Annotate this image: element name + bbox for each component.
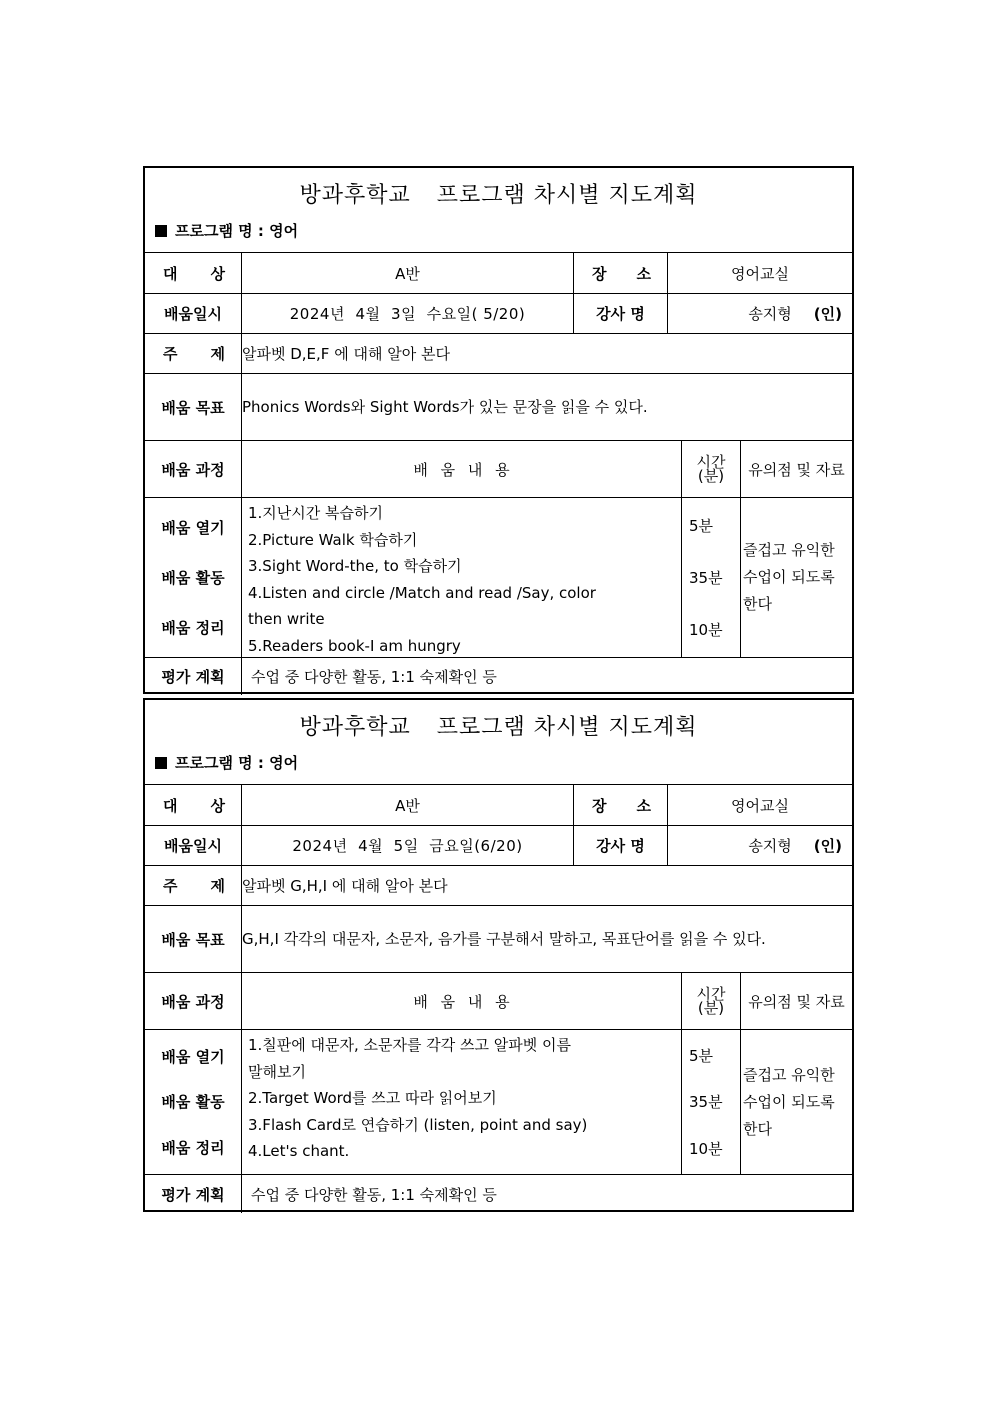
program-name: 프로그램 명 : 영어 [155, 752, 298, 773]
list-item: 말해보기 [248, 1062, 306, 1081]
instructor-name: 송지형 [748, 305, 792, 323]
eval-value: 수업 중 다양한 활동, 1:1 숙제확인 등 [251, 668, 497, 686]
content-header: 배 움 내 용 [413, 460, 510, 479]
instructor-value [667, 826, 852, 865]
list-item: 5.Readers book-I am hungry [248, 636, 461, 655]
program-name: 프로그램 명 : 영어 [155, 220, 298, 241]
stage-open: 배움 열기 [161, 518, 225, 537]
content-header: 배 움 내 용 [413, 992, 510, 1011]
seal-mark: (인) [813, 837, 842, 855]
process-header-row [145, 973, 852, 1030]
place-label: 장 소 [573, 785, 667, 825]
instructor-value [667, 294, 852, 333]
date-label: 배움일시 [145, 826, 242, 865]
process-body-row [145, 498, 852, 658]
topic-value: 알파벳 G,H,I 에 대해 알아 본다 [242, 877, 448, 895]
target-label: 대 상 [145, 253, 242, 293]
goal-label: 배움 목표 [145, 906, 242, 972]
lesson-plan-2 [143, 698, 854, 1212]
time-list [681, 1030, 740, 1174]
time-activity: 35분 [689, 568, 723, 587]
target-row [145, 253, 852, 294]
square-bullet-icon [155, 757, 167, 769]
list-item: 1.칠판에 대문자, 소문자를 각각 쓰고 알파벳 이름 [248, 1036, 571, 1054]
date-value: 2024년 4월 3일 수요일( 5/20) [289, 305, 526, 323]
goal-value: G,H,I 각각의 대문자, 소문자, 음가를 구분해서 말하고, 목표단어를 읽을 수 있다. [242, 930, 766, 948]
date-label: 배움일시 [145, 294, 242, 333]
process-header-row [145, 441, 852, 498]
eval-label: 평가 계획 [145, 658, 242, 695]
process-label: 배움 과정 [145, 441, 242, 497]
place-label: 장 소 [573, 253, 667, 293]
eval-value: 수업 중 다양한 활동, 1:1 숙제확인 등 [251, 1185, 497, 1204]
lesson-plan-1 [143, 166, 854, 694]
time-open: 5분 [689, 1046, 714, 1065]
instructor-label: 강사 명 [573, 294, 667, 333]
time-header: 시간 (분) [681, 441, 740, 497]
plan-title: 방과후학교 프로그램 차시별 지도계획 [299, 183, 698, 208]
plan-header [145, 168, 852, 253]
target-row [145, 785, 852, 826]
instructor-name: 송지형 [748, 837, 792, 855]
topic-row [145, 334, 852, 374]
goal-row [145, 906, 852, 973]
list-item: 1.지난시간 복습하기 [248, 504, 384, 522]
stage-open: 배움 열기 [161, 1048, 225, 1067]
target-value: A반 [395, 264, 420, 283]
target-value: A반 [395, 796, 420, 815]
process-label: 배움 과정 [145, 973, 242, 1029]
square-bullet-icon [155, 225, 167, 237]
list-item: 3.Flash Card로 연습하기 (listen, point and say) [248, 1115, 588, 1134]
stage-activity: 배움 활동 [161, 568, 225, 587]
place-value: 영어교실 [667, 253, 852, 293]
stage-labels [145, 498, 242, 657]
instructor-label: 강사 명 [573, 826, 667, 865]
list-item: 2.Picture Walk 학습하기 [248, 530, 418, 549]
stage-close: 배움 정리 [161, 619, 225, 638]
goal-value: Phonics Words와 Sight Words가 있는 문장을 읽을 수 있다. [242, 398, 648, 416]
list-item: 2.Target Word를 쓰고 따라 읽어보기 [248, 1089, 497, 1107]
list-item: 3.Sight Word-the, to 학습하기 [248, 557, 462, 575]
notes-header: 유의점 및 자료 [740, 973, 852, 1029]
eval-label: 평가 계획 [145, 1175, 242, 1213]
topic-label: 주 제 [145, 866, 242, 905]
stage-labels [145, 1030, 242, 1174]
list-item: 4.Listen and circle /Match and read /Say, color [248, 583, 596, 602]
time-list [681, 498, 740, 657]
goal-label: 배움 목표 [145, 374, 242, 440]
process-body-row [145, 1030, 852, 1175]
seal-mark: (인) [813, 305, 842, 323]
plan-title: 방과후학교 프로그램 차시별 지도계획 [299, 715, 698, 740]
notes-header: 유의점 및 자료 [740, 441, 852, 497]
time-header: 시간 (분) [681, 973, 740, 1029]
notes-value: 즐겁고 유익한 수업이 되도록 한다 [740, 1030, 852, 1174]
time-activity: 35분 [689, 1093, 723, 1112]
content-list [242, 498, 681, 657]
date-value: 2024년 4월 5일 금요일(6/20) [292, 837, 523, 855]
goal-row [145, 374, 852, 441]
date-row [145, 826, 852, 866]
date-row [145, 294, 852, 334]
time-close: 10분 [689, 1140, 723, 1159]
time-open: 5분 [689, 517, 714, 536]
time-close: 10분 [689, 620, 723, 639]
topic-value: 알파벳 D,E,F 에 대해 알아 본다 [242, 345, 450, 363]
eval-row [145, 1175, 852, 1213]
notes-value: 즐겁고 유익한 수업이 되도록 한다 [740, 498, 852, 657]
stage-close: 배움 정리 [161, 1138, 225, 1157]
place-value: 영어교실 [667, 785, 852, 825]
target-label: 대 상 [145, 785, 242, 825]
eval-row [145, 658, 852, 695]
topic-label: 주 제 [145, 334, 242, 373]
list-item: 4.Let's chant. [248, 1142, 350, 1160]
content-list [242, 1030, 681, 1174]
list-item: then write [248, 610, 325, 628]
stage-activity: 배움 활동 [161, 1093, 225, 1112]
plan-header [145, 700, 852, 785]
topic-row [145, 866, 852, 906]
